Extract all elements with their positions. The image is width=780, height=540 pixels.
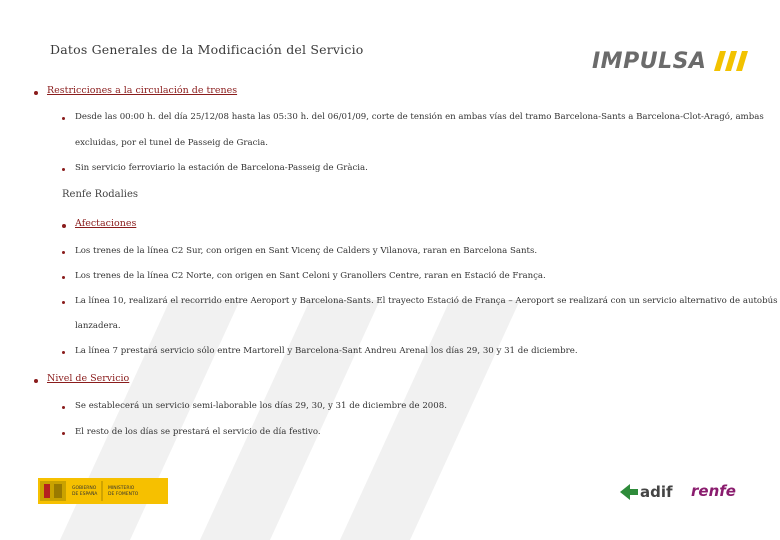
list-item: La línea 7 prestará servicio sólo entre Martorell y Barcelona-Sant Andreu Arenal los días 29, 30 y 31 de diciembre. <box>75 346 578 356</box>
adif-logo <box>620 483 673 501</box>
bullet <box>62 432 65 435</box>
list-item-continuation: excluidas, por el tunel de Passeig de Gracia. <box>75 138 269 148</box>
bullet <box>62 117 65 120</box>
renfe-logo: renfe <box>691 482 736 500</box>
bullet <box>34 91 38 95</box>
bullet <box>62 251 65 254</box>
list-item: El resto de los días se prestará el servicio de día festivo. <box>75 427 321 437</box>
ministry-line2: DE FOMENTO <box>108 492 139 497</box>
bullet <box>62 168 65 171</box>
background-watermark <box>0 300 780 540</box>
list-item: Desde las 00:00 h. del día 25/12/08 hasta las 05:30 h. del 06/01/09, corte de tensión en ambas vías del tramo Barcelona-Sants a Barcelona-Clot-Aragó, ambas <box>75 112 764 122</box>
bullet <box>34 379 38 383</box>
impulsa-logo <box>592 48 750 74</box>
gobierno-espana-logo <box>38 478 168 504</box>
adif-text: adif <box>640 483 673 501</box>
bullet <box>62 351 65 354</box>
adif-arrow-icon <box>620 484 638 500</box>
section-title-rodalies: Renfe Rodalies <box>62 189 139 200</box>
bullet <box>62 276 65 279</box>
list-item: Se establecerá un servicio semi-laborable los días 29, 30, y 31 de diciembre de 2008. <box>75 401 447 411</box>
page-title: Datos Generales de la Modificación del Servicio <box>50 42 364 57</box>
gov-line2: DE ESPAÑA <box>72 492 98 497</box>
list-item: La línea 10, realizará el recorrido entre Aeroport y Barcelona-Sants. El trayecto Estació de França – Aeroport se realizará con un servicio alternativo de autobús <box>75 296 778 306</box>
gov-line1: GOBIERNO <box>72 486 97 491</box>
list-item: Sin servicio ferroviario la estación de Barcelona-Passeig de Gràcia. <box>75 163 368 173</box>
list-item: Los trenes de la línea C2 Norte, con origen en Sant Celoni y Granollers Centre, raran en Estació de França. <box>75 271 546 281</box>
section-heading-afectaciones: Afectaciones <box>75 218 137 229</box>
bullet <box>62 406 65 409</box>
list-item: Los trenes de la línea C2 Sur, con origen en Sant Vicenç de Calders y Vilanova, raran en Barcelona Sants. <box>75 246 538 256</box>
bullet <box>62 301 65 304</box>
ministry-line1: MINISTERIO <box>108 486 135 491</box>
section-heading-restricciones: Restricciones a la circulación de trenes <box>47 85 238 96</box>
section-heading-nivel: Nivel de Servicio <box>47 373 130 384</box>
impulsa-stripes-icon <box>710 51 750 71</box>
list-item-continuation: lanzadera. <box>75 321 121 331</box>
bullet <box>62 224 66 228</box>
impulsa-logo-text: IMPULSA <box>592 48 707 74</box>
